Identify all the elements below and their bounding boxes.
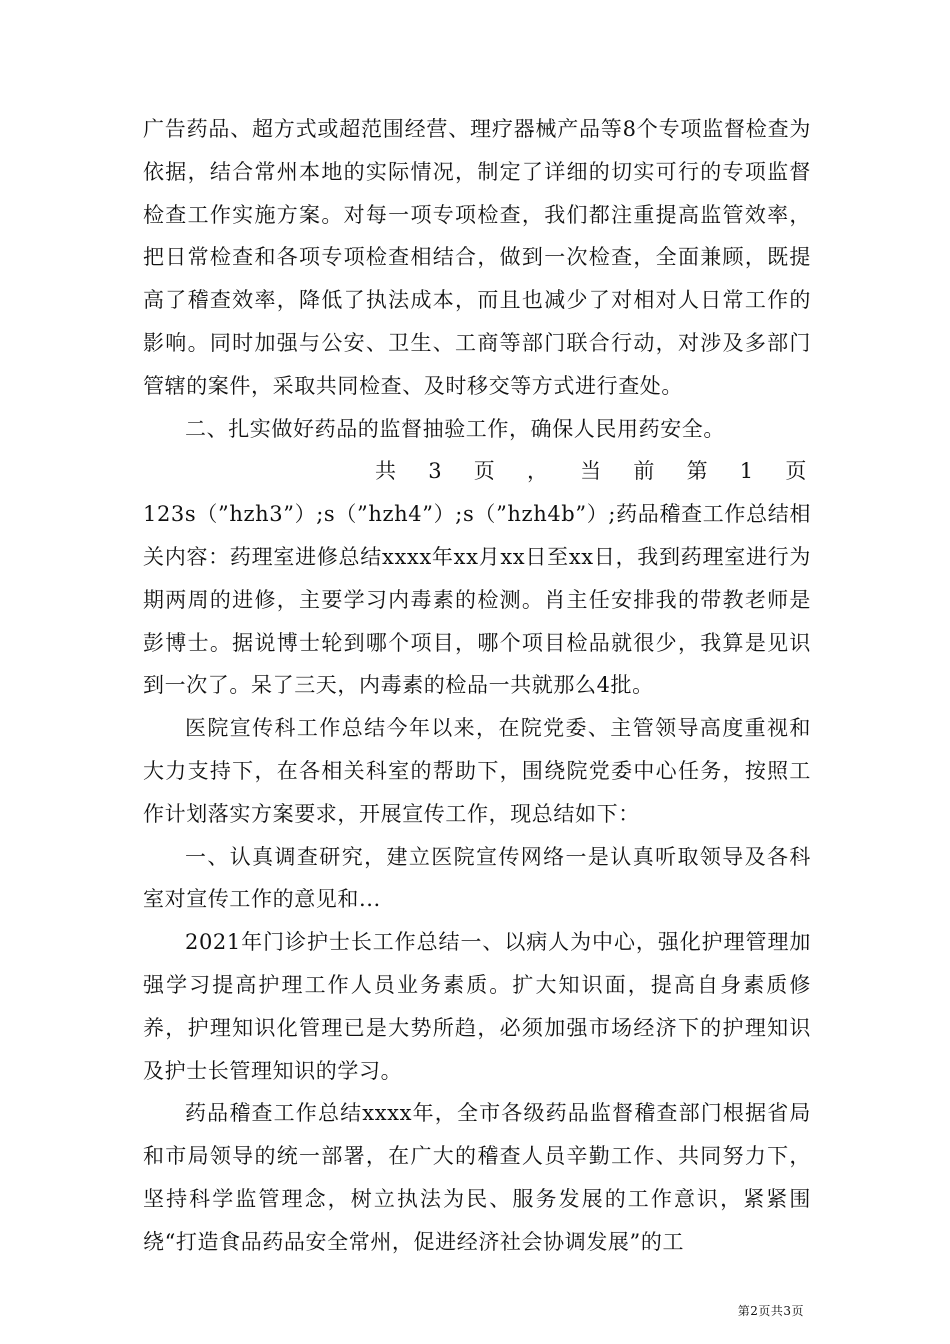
pager-token: ，	[526, 459, 549, 484]
paragraph-publicity-summary: 医院宣传科工作总结今年以来，在院党委、主管领导高度重视和大力支持下，在各相关科室的帮助下，围绕院党委中心任务，按照工作计划落实方案要求，开展宣传工作，现总结如下：	[143, 716, 811, 826]
pager-token: 页	[785, 459, 807, 484]
paragraph-special-inspection: 广告药品、超方式或超范围经营、理疗器械产品等8个专项监督检查为依据，结合常州本地的实际情况，制定了详细的切实可行的专项监督检查工作实施方案。对每一项专项检查，我们都注重提高监管效率，把日常检查和各项专项检查相结合，做到一次检查，全面兼顾，既提高了稽查效率，降低了执法成本，而且也减少了对相对人日常工作的影响。同时加强与公安、卫生、工商等部门联合行动，对涉及多部门管辖的案件，采取共同检查、及时移交等方式进行查处。	[143, 117, 811, 398]
pager-token: 共	[375, 459, 397, 484]
document-body	[143, 108, 811, 1264]
paragraph-publicity-network: 一、认真调查研究，建立医院宣传网络一是认真听取领导及各科室对宣传工作的意见和...	[143, 844, 811, 912]
paragraph-drug-inspection-summary: 药品稽查工作总结xxxx年，全市各级药品监督稽查部门根据省局和市局领导的统一部署，在广大的稽查人员辛勤工作、共同努力下，坚持科学监管理念，树立执法为民、服务发展的工作意识，紧紧围绕“打造食品药品安全常州，促进经济社会协调发展”的工	[143, 1101, 811, 1254]
page-indicator: 第2页共3页	[737, 1304, 804, 1318]
pager-token: 1	[739, 459, 754, 484]
paragraph-pharmacology-training: 123s（”hzh3”）;s（”hzh4”）;s（”hzh4b”）;药品稽查工作总结相关内容：药理室进修总结xxxx年xx月xx日至xx日，我到药理室进行为期两周的进修，主要学习内毒素的检测。肖主任安排我的带教老师是彭博士。据说博士轮到哪个项目，哪个项目检品就很少，我算是见识到一次了。呆了三天，内毒素的检品一共就那么4批。	[143, 502, 811, 698]
pager-token: 第	[686, 459, 709, 484]
pager-token: 前	[633, 459, 655, 484]
pager-token: 页	[473, 459, 496, 484]
inline-page-counter	[143, 450, 811, 493]
pager-token: 当	[580, 459, 602, 484]
paragraph-nursing-summary: 2021年门诊护士长工作总结一、以病人为中心，强化护理管理加强学习提高护理工作人员业务素质。扩大知识面，提高自身素质修养，护理知识化管理已是大势所趋，必须加强市场经济下的护理知识及护士长管理知识的学习。	[143, 930, 811, 1083]
pager-token: 3	[428, 459, 443, 484]
paragraph-drug-sampling-heading: 二、扎实做好药品的监督抽验工作，确保人民用药安全。	[185, 416, 725, 441]
